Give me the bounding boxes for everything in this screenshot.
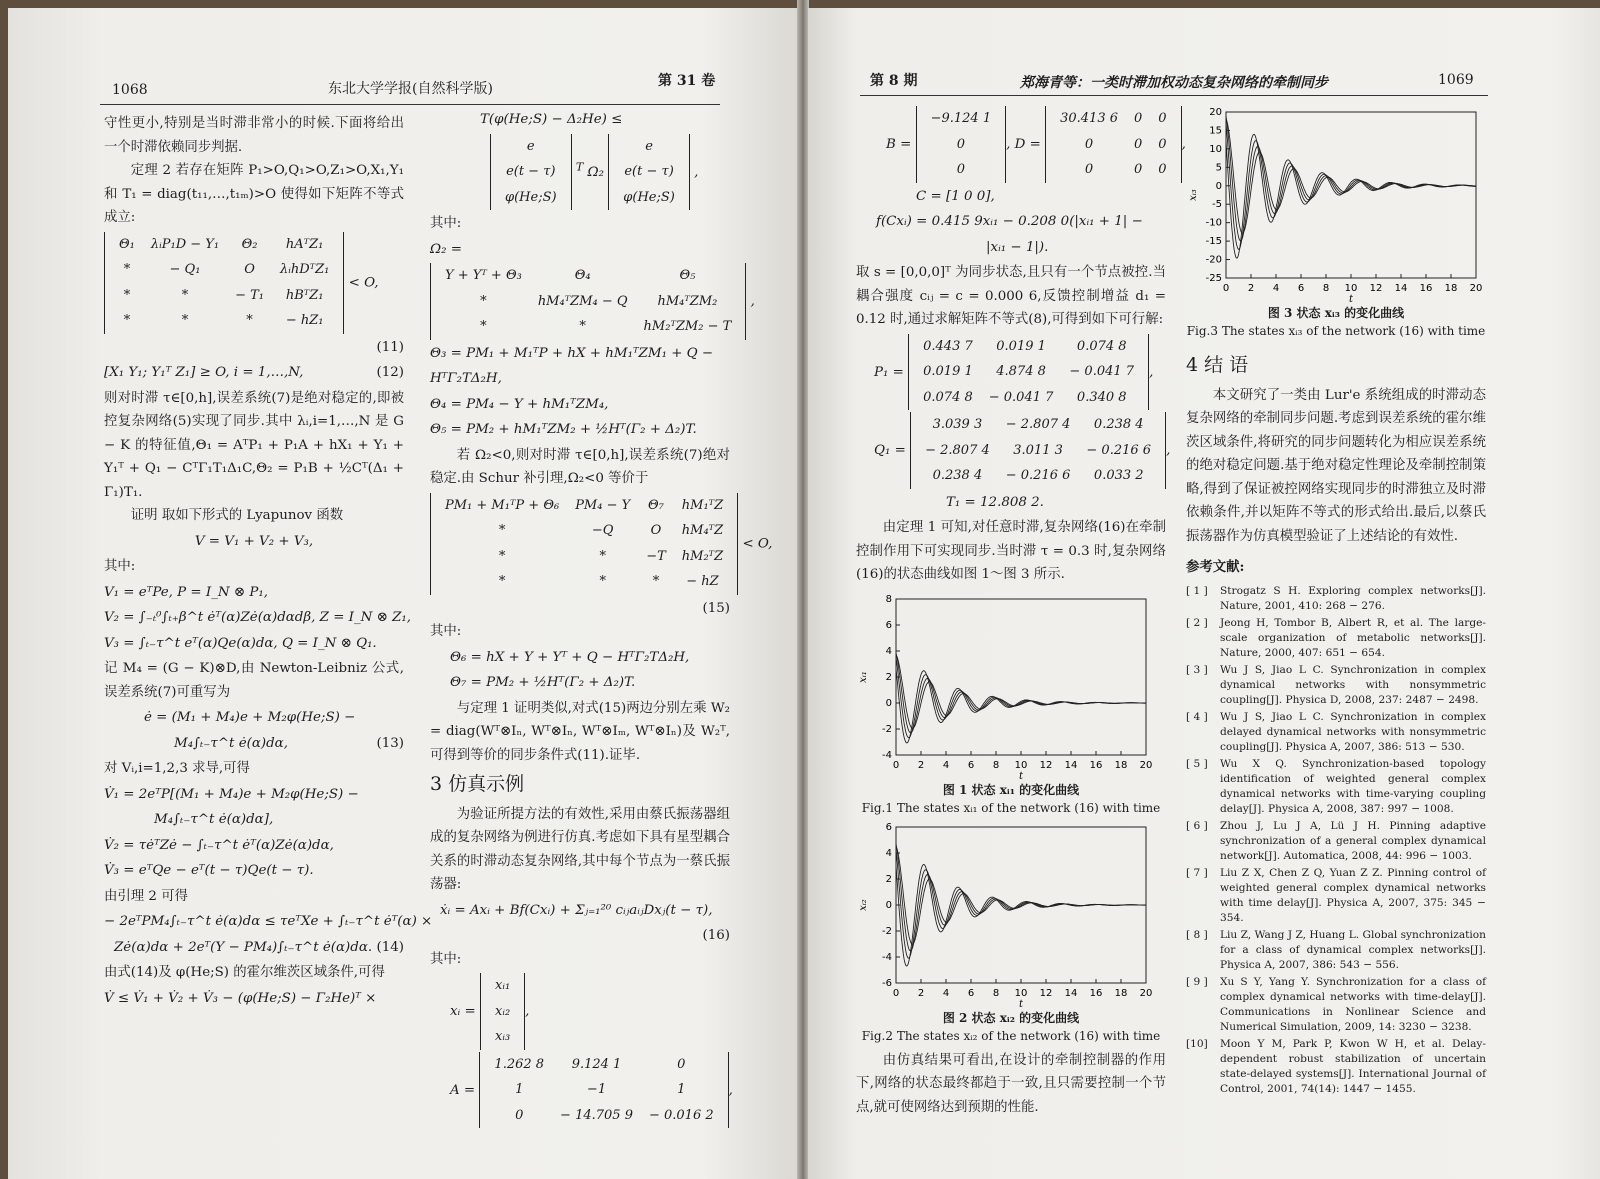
matrix-cell: * — [498, 574, 506, 589]
y-tick-label: 4 — [885, 847, 892, 859]
omega2-label: Ω₂ = — [430, 241, 462, 257]
reference-number: [10] — [1186, 1037, 1208, 1050]
matrix-cell: − T₁ — [235, 287, 264, 303]
t1-value: T₁ = 12.808 2. — [946, 494, 1044, 510]
matrix-cell: 0 — [677, 1056, 686, 1072]
lemma-ref: 由引理 2 可得 — [104, 888, 188, 904]
eq-number: (11) — [376, 339, 404, 355]
nonlinearity-b: |xᵢ₁ − 1|). — [986, 239, 1049, 255]
section-4-heading: 4 结 语 — [1186, 354, 1249, 376]
matrix-cell: e(t − τ) — [624, 164, 674, 179]
matrix-cell: Y + Yᵀ + Θ₃ — [445, 268, 522, 283]
eq-v1: V₁ = eᵀPe, P = I_N ⊗ P₁, — [104, 584, 268, 600]
right-page — [808, 8, 1600, 1179]
matrix-cell: − 14.705 9 — [560, 1107, 633, 1123]
left-header-rule — [100, 104, 720, 105]
plot-frame — [1226, 112, 1476, 278]
matrix-cell: − 0.041 7 — [1069, 364, 1135, 379]
reference-text: Moon Y M, Park P, Kwon W H, et al. Delay-dependent robust stabilization of uncertain state-delayed systems[J]. International Journal of Control, 2001, 74(14): 1447 − 1455. — [1220, 1037, 1486, 1095]
reference-number: [ 7 ] — [1186, 866, 1208, 879]
matrix-cell: 3.039 3 — [932, 417, 983, 432]
matrix-q1: Q₁ = 3.039 3 − 2.807 4 0.238 4 − 2.807 4 3.011 3 − 0.216 6 0.238 4 − 0.216 6 0.033 2 , — [856, 412, 1166, 489]
reference-text: Zhou J, Lu J A, Lü J H. Pinning adaptive synchronization of a general complex dynamical network[J]. Automatica, 2008, 44: 996 − 1003. — [1220, 819, 1486, 862]
matrix-cell: − 0.216 6 — [1086, 442, 1152, 458]
reference-item — [1186, 1037, 1486, 1097]
where-label: 其中: — [430, 951, 462, 967]
paragraph: 对 Vᵢ,i=1,2,3 求导,可得 — [104, 761, 250, 776]
matrix-cell: * — [480, 293, 487, 309]
matrix-cell: 0 — [956, 136, 965, 152]
x-tick-label: 14 — [1064, 759, 1078, 771]
x-tick-label: 4 — [942, 987, 950, 999]
x-tick-label: 4 — [942, 759, 950, 771]
matrix-cell: 0 — [1084, 162, 1094, 177]
reference-item — [1186, 975, 1486, 1035]
matrix-cell: * — [652, 574, 660, 589]
matrix-cell: * — [246, 313, 253, 328]
y-tick-label: 5 — [1215, 162, 1222, 174]
eq-cont: Τ(φ(He;S) − Δ₂He) ≤ — [480, 112, 623, 127]
x-tick-label: 18 — [1114, 987, 1128, 999]
x-tick-label: 8 — [992, 759, 1000, 771]
state-curve — [896, 657, 1146, 738]
matrix-cell: e(t − τ) — [506, 164, 556, 179]
x-tick-label: 0 — [892, 759, 900, 771]
x-tick-label: 20 — [1139, 759, 1153, 771]
eq-quadratic: e e(t − τ) φ(He;S) $^T$ Ω₂ e e(t − τ) φ(He;S) , — [430, 134, 730, 211]
eq-dv3: V̇₃ = eᵀQe − eᵀ(t − τ)Qe(t − τ). — [104, 863, 314, 878]
state-curve — [896, 652, 1146, 732]
reference-item — [1186, 819, 1486, 864]
where-label: 其中: — [430, 624, 462, 639]
theta5: Θ₅ = PM₂ + hM₁ᵀZM₂ + ½Hᵀ(Γ₂ + Δ₂)T. — [430, 422, 697, 437]
matrix-cell: 9.124 1 — [571, 1056, 622, 1072]
y-tick-label: 0 — [885, 697, 892, 709]
y-tick-label: 0 — [1215, 180, 1222, 192]
matrix-cell: 1.262 8 — [494, 1056, 545, 1072]
right-running-title: 郑海青等：一类时滞加权动态复杂网络的牵制同步 — [1020, 75, 1328, 91]
xi-vector: xᵢ = xᵢ₁ xᵢ₂ xᵢ₃ , — [430, 973, 730, 1050]
state-curve — [896, 668, 1146, 743]
eq-vdot: V̇ ≤ V̇₁ + V̇₂ + V̇₃ − (φ(He;S) − Γ₂He)ᵀ × — [104, 990, 377, 1006]
matrix-cell: Θ₂ — [241, 236, 258, 252]
eq-13b: M₄∫ₜ₋τ^t ė(α)dα, (13) — [174, 735, 404, 751]
x-tick-label: 6 — [967, 987, 975, 999]
right-column-1 — [856, 104, 1186, 1119]
matrix-cell: λᵢP₁D − Y₁ — [150, 236, 220, 252]
matrix-cell: − 2.807 4 — [925, 442, 990, 458]
x-tick-label: 0 — [892, 987, 900, 999]
y-tick-label: 6 — [885, 821, 892, 833]
matrix-cell: Θ₇ — [648, 497, 664, 513]
plot-frame — [896, 599, 1146, 755]
reference-text: Wu J S, Jiao L C. Synchronization in complex delayed dynamical networks with nonsymmetric coupling[J]. Physica A, 2007, 386: 513 − 530. — [1220, 710, 1486, 753]
y-tick-label: 4 — [885, 645, 892, 657]
matrix-cell: Θ₅ — [679, 268, 696, 283]
figure-1-caption-cn: 图 1 状态 xᵢ₁ 的变化曲线 — [942, 782, 1080, 797]
reference-number: [ 4 ] — [1186, 710, 1208, 723]
matrix-cell: 3.011 3 — [1013, 442, 1063, 458]
theta3-a: Θ₃ = PM₁ + M₁ᵀP + hX + hM₁ᵀZM₁ + Q − — [430, 345, 714, 361]
figure-3-caption-en: Fig.3 The states xᵢ₃ of the network (16) with time — [1186, 324, 1486, 338]
eq-number: (16) — [702, 928, 730, 943]
references-title: 参考文献: — [1186, 559, 1245, 575]
matrix-cell: * — [123, 287, 131, 303]
x-tick-label: 16 — [1089, 987, 1103, 999]
eq-13a: ė = (M₁ + M₄)e + M₂φ(He;S) − — [144, 710, 356, 725]
proof-intro: 证明 取如下形式的 Lyapunov 函数 — [130, 508, 344, 523]
figure-2-caption-cn: 图 2 状态 xᵢ₂ 的变化曲线 — [942, 1010, 1080, 1025]
matrix-cell: 0 — [956, 162, 965, 177]
y-tick-label: -4 — [882, 951, 892, 963]
reference-item — [1186, 866, 1486, 926]
matrix-cell: 0 — [1158, 136, 1167, 152]
matrix-cell: 0.019 1 — [996, 338, 1046, 354]
reference-text: Jeong H, Tombor B, Albert R, et al. The large-scale organization of metabolic networks[J]. Nature, 2000, 407: 651 − 654. — [1220, 616, 1486, 659]
right-page-number: 1069 — [1438, 72, 1474, 88]
reference-item — [1186, 663, 1486, 708]
reference-number: [ 9 ] — [1186, 975, 1208, 988]
matrix-cell: e — [645, 138, 653, 154]
matrix-cell: −1 — [586, 1082, 607, 1097]
matrix-cell: λᵢhDᵀZ₁ — [279, 262, 330, 277]
omega2-matrix: Y + Yᵀ + Θ₃ Θ₄ Θ₅ * hM₄ᵀZM₄ − Q hM₄ᵀZM₂ * * hM₂ᵀZM₂ − T , — [430, 263, 730, 340]
state-curve — [896, 864, 1146, 966]
matrix-cell: hM₄ᵀZ — [681, 523, 724, 538]
matrix-cell: −T — [646, 548, 666, 564]
theta4: Θ₄ = PM₄ − Y + hM₁ᵀZM₄, — [430, 396, 609, 412]
matrix-cell: hM₂ᵀZ — [681, 548, 724, 564]
matrix-cell: − 0.216 6 — [1005, 468, 1071, 483]
x-tick-label: 16 — [1089, 759, 1103, 771]
theta6: Θ₆ = hX + Y + Yᵀ + Q − HᵀΓ₂TΔ₂H, — [450, 649, 690, 665]
left-page — [8, 8, 798, 1179]
x-tick-label: 6 — [967, 759, 975, 771]
eq-v3: V₃ = ∫ₜ₋τ^t eᵀ(α)Qe(α)dα, Q = I_N ⊗ Q₁. — [104, 635, 377, 651]
matrix-cell: * — [498, 548, 506, 564]
matrix-cell: 0 — [1134, 111, 1143, 126]
state-curve — [1226, 134, 1476, 258]
y-tick-label: -10 — [1205, 217, 1222, 229]
x-tick-label: 12 — [1039, 987, 1053, 999]
matrix-cell: 0.074 8 — [1076, 338, 1127, 354]
y-tick-label: 20 — [1209, 107, 1222, 118]
eq-dv1a: V̇₁ = 2eᵀP[(M₁ + M₄)e + M₂φ(He;S) − — [104, 786, 359, 802]
right-column-2 — [1186, 104, 1486, 1099]
matrix-cell: O — [650, 523, 662, 538]
matrix-cell: 0.443 7 — [923, 338, 973, 354]
eq-dv2: V̇₂ = τėᵀZė − ∫ₜ₋τ^t ėᵀ(α)Zė(α)dα, — [104, 837, 334, 853]
x-tick-label: 14 — [1064, 987, 1078, 999]
x-tick-label: 10 — [1014, 759, 1028, 771]
where-label: 其中: — [104, 559, 136, 574]
matrix-cell: 0 — [1134, 136, 1143, 152]
matrix-cell: 0.340 8 — [1076, 389, 1127, 405]
theta7: Θ₇ = PM₂ + ½Hᵀ(Γ₂ + Δ₂)T. — [450, 675, 636, 690]
y-tick-label: -2 — [882, 723, 892, 735]
references-list — [1186, 584, 1486, 1097]
eq-16: ẋᵢ = Axᵢ + Bf(Cxᵢ) + Σⱼ₌₁²⁰ cᵢⱼaᵢⱼDxⱼ(t − τ), — [440, 902, 713, 918]
matrix-cell: 0 — [1134, 162, 1143, 177]
reference-text: Liu Z X, Chen Z Q, Yuan Z Z. Pinning control of weighted general complex dynamical networks with time delay[J]. Physica A, 2007, 375: 345 − 354. — [1220, 866, 1486, 924]
matrix-cell: 30.413 6 — [1060, 111, 1118, 126]
x-tick-label: 20 — [1469, 283, 1483, 294]
y-tick-label: -2 — [882, 925, 892, 937]
y-axis-label: xᵢ₁ — [858, 670, 869, 683]
right-issue: 第 8 期 — [870, 73, 918, 89]
y-tick-label: 2 — [885, 671, 892, 683]
x-axis-label: t — [1018, 770, 1024, 781]
x-tick-label: 2 — [917, 987, 925, 999]
x-tick-label: 8 — [1322, 283, 1330, 294]
x-tick-label: 2 — [917, 759, 925, 771]
matrix-cell: xᵢ₃ — [495, 1029, 511, 1044]
matrix-cell: O — [244, 262, 255, 277]
where-label: 其中: — [430, 216, 462, 231]
reference-item — [1186, 928, 1486, 973]
matrix-cell: 0.238 4 — [932, 468, 983, 483]
figure-2-caption-en: Fig.2 The states xᵢ₂ of the network (16) with time — [861, 1028, 1161, 1043]
matrix-cell: 0 — [1084, 136, 1094, 152]
reference-item — [1186, 710, 1486, 755]
reference-number: [ 3 ] — [1186, 663, 1208, 676]
paragraph: 若 Ω₂<0,则对时滞 τ∈[0,h],误差系统(7)绝对稳定.由 Schur 补引理,Ω₂<0 等价于 — [430, 447, 730, 486]
matrix-c: C = [1 0 0], — [916, 188, 995, 204]
matrix-cell: −Q — [591, 523, 614, 538]
matrix-cell: hM₄ᵀZM₄ − Q — [537, 293, 628, 309]
figure-2-plot — [856, 819, 1156, 1009]
matrix-cell: * — [599, 574, 606, 589]
matrix-cell: − hZ₁ — [285, 313, 324, 328]
figure-1-caption-en: Fig.1 The states xᵢ₁ of the network (16) with time — [861, 800, 1161, 815]
x-axis-label: t — [1018, 998, 1024, 1009]
reference-number: [ 8 ] — [1186, 928, 1208, 941]
right-header-rule — [860, 95, 1488, 96]
matrix-cell: hAᵀZ₁ — [285, 236, 324, 252]
x-tick-label: 18 — [1114, 759, 1128, 771]
reference-item — [1186, 757, 1486, 817]
matrix-cell: * — [123, 313, 131, 328]
x-tick-label: 2 — [1247, 283, 1255, 294]
matrix-cell: φ(He;S) — [505, 189, 557, 205]
matrix-cell: hM₁ᵀZ — [681, 497, 724, 513]
matrix-cell: − 2.807 4 — [1005, 417, 1071, 432]
paragraph: 守性更小,特别是当时滞非常小的时候.下面将给出一个时滞依赖同步判据. — [104, 116, 404, 155]
state-curve — [1226, 123, 1476, 250]
matrix-cell: − 0.016 2 — [648, 1107, 714, 1123]
x-tick-label: 12 — [1369, 283, 1383, 294]
matrix-cell: 0.019 1 — [923, 364, 973, 379]
reference-number: [ 1 ] — [1186, 584, 1208, 597]
reference-text: Wu X Q. Synchronization-based topology identification of weighted general complex dynamical networks with time-varying coupling delay[J]. Physica A, 2008, 387: 997 − 1008. — [1220, 757, 1486, 815]
figure-3 — [1186, 104, 1486, 340]
matrix-cell: * — [579, 319, 586, 334]
matrix-cell: PM₄ − Y — [575, 497, 631, 513]
y-tick-label: -6 — [882, 977, 892, 989]
y-tick-label: 8 — [885, 593, 892, 605]
matrix-cell: * — [123, 262, 131, 277]
paragraph: 由式(14)及 φ(He;S) 的霍尔维茨区域条件,可得 — [104, 965, 385, 980]
y-tick-label: 0 — [885, 899, 892, 911]
matrix-cell: hM₄ᵀZM₂ — [657, 293, 718, 309]
y-axis-label: xᵢ₂ — [858, 898, 869, 911]
figure-1 — [856, 591, 1166, 817]
x-tick-label: 8 — [992, 987, 1000, 999]
paragraph: 则对时滞 τ∈[0,h],误差系统(7)是绝对稳定的,即被控复杂网络(5)实现了同步.其中 λᵢ,i=1,…,N 是 G − K 的特征值,Θ₁ = AᵀP₁ + P₁A + hX₁ + Y₁ + Y₁ᵀ + Q₁ − CᵀΓ₁T₁Δ₁C,Θ₂ = P₁B + ½Cᵀ(Δ₁ + Γ₁)T₁. — [104, 390, 404, 500]
matrix-cell: xᵢ₁ — [495, 978, 511, 993]
eq-15: PM₁ + M₁ᵀP + Θ₆ PM₄ − Y Θ₇ hM₁ᵀZ * −Q O hM₄ᵀZ * * −T hM₂ᵀZ * * * − hZ < O, — [430, 493, 730, 595]
figure-3-plot — [1186, 104, 1486, 304]
eq-14a: − 2eᵀPM₄∫ₜ₋τ^t ė(α)dα ≤ τeᵀXe + ∫ₜ₋τ^t ėᵀ(α) × — [104, 914, 433, 929]
eq-number: (15) — [702, 600, 730, 616]
reference-number: [ 5 ] — [1186, 757, 1208, 770]
reference-text: Wu J S, Jiao L C. Synchronization in complex dynamical networks with nonsymmetric coupling[J]. Physica D, 2008, 237: 2487 − 2498. — [1220, 663, 1486, 706]
lyapunov-function: V = V₁ + V₂ + V₃, — [194, 533, 314, 549]
matrix-cell: 4.874 8 — [996, 364, 1046, 379]
matrix-a: A = 1.262 8 9.124 1 0 1 −1 1 0 − 14.705 9 − 0.016 2 , — [430, 1052, 730, 1129]
theta3-b: HᵀΓ₂TΔ₂H, — [430, 371, 502, 386]
left-column-1 — [104, 112, 433, 1012]
state-curve — [896, 849, 1146, 958]
eq-12: [X₁ Y₁; Y₁ᵀ Z₁] ≥ O, i = 1,…,N, (12) — [104, 365, 404, 380]
x-tick-label: 0 — [1222, 283, 1230, 294]
y-tick-label: -15 — [1205, 236, 1222, 248]
matrix-cell: hBᵀZ₁ — [285, 287, 324, 303]
figure-3-caption-cn: 图 3 状态 xᵢ₃ 的变化曲线 — [1267, 306, 1405, 320]
paragraph: 取 s = [0,0,0]ᵀ 为同步状态,且只有一个节点被控.当耦合强度 cᵢⱼ = c = 0.000 6,反馈控制增益 d₁ = 0.12 时,通过求解矩阵不等式(8),可得到如下可行解: — [856, 265, 1166, 327]
matrix-cell: 0.238 4 — [1093, 417, 1144, 432]
y-tick-label: -5 — [1212, 199, 1222, 211]
eq-11: Θ₁ λᵢP₁D − Y₁ Θ₂ hAᵀZ₁ * − Q₁ O λᵢhDᵀZ₁ * * − T₁ hBᵀZ₁ * * * − hZ₁ < O, — [104, 232, 404, 334]
matrix-cell: 0 — [1158, 111, 1167, 126]
matrix-cell: Θ₁ — [119, 236, 135, 252]
x-tick-label: 10 — [1344, 283, 1358, 294]
nonlinearity-a: f(Cxᵢ) = 0.415 9xᵢ₁ − 0.208 0(|xᵢ₁ + 1| − — [876, 214, 1143, 229]
left-column-2 — [430, 106, 773, 1130]
y-tick-label: 15 — [1209, 125, 1222, 137]
matrix-cell: − Q₁ — [169, 262, 201, 277]
matrix-cell: 0 — [515, 1107, 524, 1123]
y-tick-label: -4 — [882, 749, 892, 761]
figure-1-plot — [856, 591, 1156, 781]
y-tick-label: -25 — [1205, 273, 1222, 284]
x-tick-label: 6 — [1297, 283, 1305, 294]
matrix-cell: −9.124 1 — [930, 111, 992, 126]
figure-2 — [856, 819, 1166, 1045]
matrix-cell: − hZ — [686, 574, 719, 589]
section-3-heading: 3 仿真示例 — [430, 773, 525, 795]
matrix-cell: − 0.041 7 — [988, 389, 1054, 405]
x-tick-label: 12 — [1039, 759, 1053, 771]
matrix-cell: Θ₄ — [574, 268, 591, 283]
x-tick-label: 20 — [1139, 987, 1153, 999]
matrix-p1: P₁ = 0.443 7 0.019 1 0.074 8 0.019 1 4.874 8 − 0.041 7 0.074 8 − 0.041 7 0.340 8 , — [856, 334, 1166, 411]
reference-text: Xu S Y, Yang Y. Synchronization for a class of complex dynamical networks with time-delay[J]. Communications in Nonlinear Science and Numerical Simulation, 2009, 14: 3230 − 3238. — [1220, 975, 1486, 1033]
x-tick-label: 10 — [1014, 987, 1028, 999]
y-tick-label: 6 — [885, 619, 892, 631]
matrix-cell: * — [599, 548, 606, 564]
matrix-cell: * — [181, 313, 189, 328]
y-tick-label: 10 — [1209, 143, 1222, 155]
paragraph: 由仿真结果可看出,在设计的牵制控制器的作用下,网络的状态最终都趋于一致,且只需要控制一个节点,就可使网络达到预期的性能. — [856, 1052, 1166, 1115]
paragraph: 由定理 1 可知,对任意时滞,复杂网络(16)在牵制控制作用下可实现同步.当时滞 τ = 0.3 时,复杂网络(16)的状态曲线如图 1～图 3 所示. — [856, 520, 1166, 582]
matrix-cell: φ(He;S) — [623, 189, 675, 205]
theorem-2: 定理 2 若存在矩阵 P₁>O,Q₁>O,Z₁>O,X₁,Y₁ 和 T₁ = diag(t₁₁,…,t₁ₘ)>O 使得如下矩阵不等式成立: — [104, 163, 404, 225]
reference-text: Liu Z, Wang J Z, Huang L. Global synchronization for a class of dynamical complex networks[J]. Physica A, 2007, 386: 543 − 556. — [1220, 928, 1486, 971]
reference-number: [ 2 ] — [1186, 616, 1208, 629]
left-page-number: 1068 — [112, 82, 148, 98]
reference-item — [1186, 584, 1486, 614]
left-journal-title: 东北大学学报(自然科学版) — [328, 81, 493, 97]
x-axis-label: t — [1348, 294, 1354, 304]
x-tick-label: 14 — [1394, 283, 1408, 294]
eq-v2: V₂ = ∫₋ₜ⁰∫ₜ₊β^t ėᵀ(α)Zė(α)dαdβ, Z = I_N ⊗ Z₁, — [104, 610, 412, 625]
matrix-cell: 1 — [677, 1082, 686, 1097]
paragraph: 记 M₄ = (G − K)⊗D,由 Newton-Leibniz 公式,误差系统(7)可重写为 — [104, 661, 404, 700]
matrix-cell: 0.033 2 — [1093, 468, 1144, 483]
matrix-cell: 0.074 8 — [923, 389, 973, 405]
reference-number: [ 6 ] — [1186, 819, 1208, 832]
matrix-cell: xᵢ₂ — [495, 1003, 511, 1019]
matrix-cell: 1 — [515, 1082, 524, 1097]
x-tick-label: 18 — [1444, 283, 1458, 294]
matrix-cell: PM₁ + M₁ᵀP + Θ₆ — [445, 497, 560, 513]
eq-14b: Zė(α)dα + 2eᵀ(Y − PM₄)∫ₜ₋τ^t ė(α)dα. (14) — [114, 939, 404, 955]
matrix-cell: * — [498, 523, 506, 538]
y-axis-label: xᵢ₃ — [1188, 189, 1199, 201]
x-tick-label: 16 — [1419, 283, 1433, 294]
matrix-cell: * — [480, 319, 487, 334]
left-volume: 第 31 卷 — [658, 73, 716, 89]
paragraph: 为验证所提方法的有效性,采用由蔡氏振荡器组成的复杂网络为例进行仿真.考虑如下具有星型耦合关系的时滞动态复杂网络,其中每个节点为一蔡氏振荡器: — [430, 806, 730, 892]
eq-dv1b: M₄∫ₜ₋τ^t ė(α)dα], — [154, 812, 274, 827]
paragraph: 本文研究了一类由 Lur'e 系统组成的时滞动态复杂网络的牵制同步问题.考虑到误差系统的霍尔维茨区域条件,将研究的同步问题转化为相应误差系统的绝对稳定问题.基于绝对稳定性理论及牵制控制策略,得到了保证被控网络实现同步的时滞独立及时滞依赖条件,并以矩阵不等式的形式给出.最后,以蔡氏振荡器作为仿真模型验证了上述结论的有效性. — [1186, 387, 1486, 544]
reference-text: Strogatz S H. Exploring complex networks[J]. Nature, 2001, 410: 268 − 276. — [1220, 584, 1486, 612]
paragraph: 与定理 1 证明类似,对式(15)两边分别左乘 W₂ = diag(Wᵀ⊗Iₙ, Wᵀ⊗Iₙ, Wᵀ⊗Iₘ, Wᵀ⊗Iₙ)及 W₂ᵀ,可得到等价的同步条件式(11).证毕. — [430, 700, 730, 763]
y-tick-label: 2 — [885, 873, 892, 885]
reference-item — [1186, 616, 1486, 661]
x-tick-label: 4 — [1272, 283, 1280, 294]
matrices-b-d: B = −9.124 1 0 0 , D = 30.413 6 0 0 0 0 0 0 0 0 , — [856, 106, 1166, 183]
matrix-cell: * — [181, 287, 189, 303]
matrix-cell: e — [526, 138, 535, 154]
matrix-cell: 0 — [1158, 162, 1167, 177]
y-tick-label: -20 — [1205, 254, 1222, 266]
matrix-cell: hM₂ᵀZM₂ − T — [643, 319, 732, 334]
